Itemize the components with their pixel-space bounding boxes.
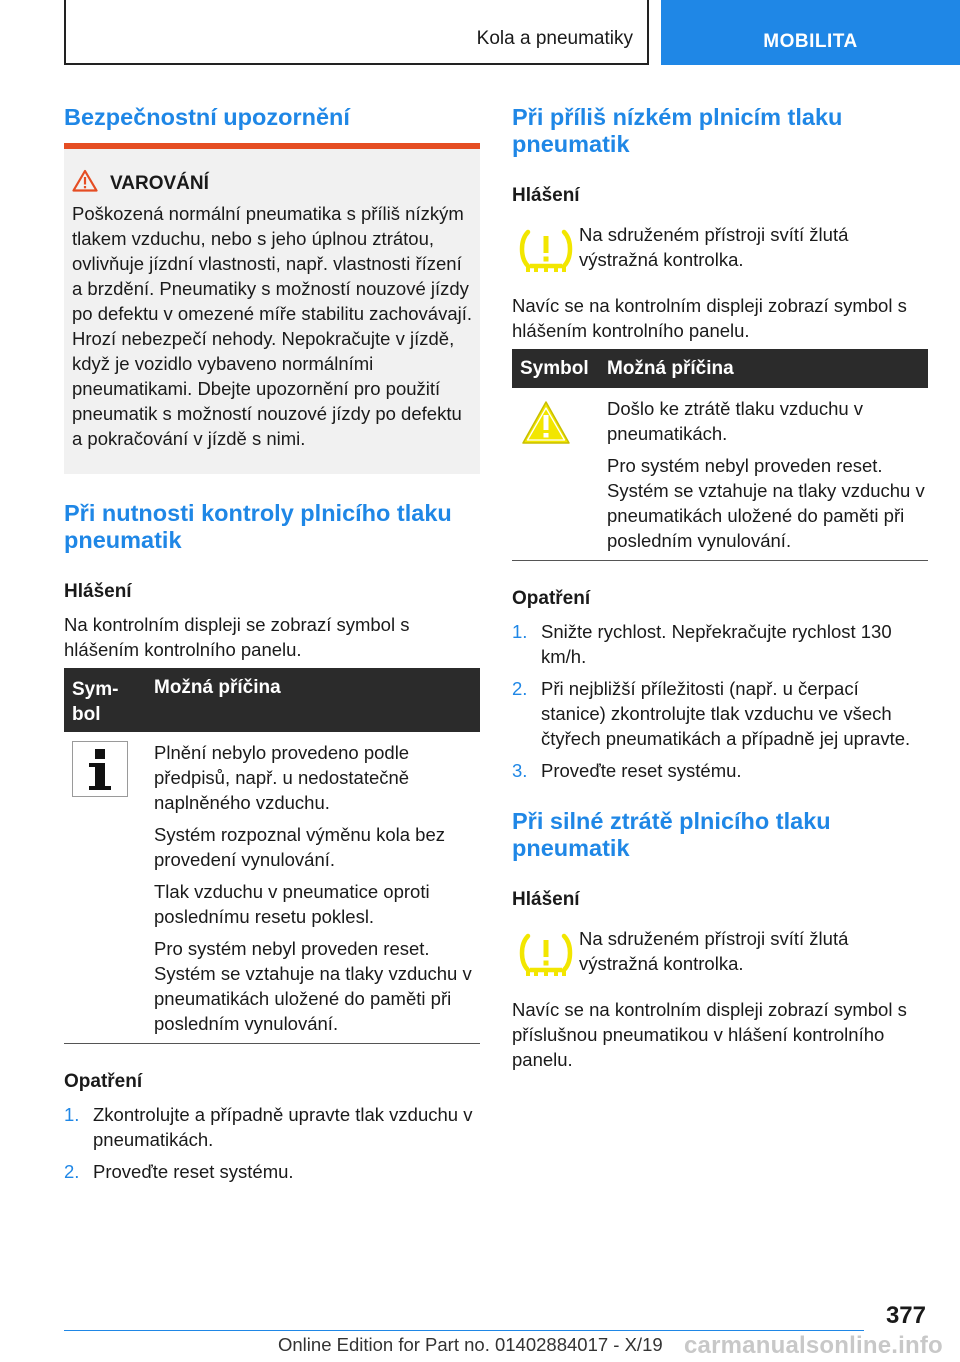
col-symbol-header: Sym-bol	[72, 679, 119, 725]
list-item: 2. Proveďte reset systému.	[64, 1161, 294, 1182]
warning-title: VAROVÁNÍ	[110, 173, 209, 194]
header-box	[64, 0, 649, 65]
message-label: Hlášení	[512, 889, 580, 910]
action-label: Opatření	[512, 588, 591, 609]
col-cause-header: Možná příčina	[154, 677, 281, 698]
indicator-text: Na sdruženém přístroji svítí žlutá výstražná kontrolka.	[579, 928, 849, 974]
cause-list	[154, 740, 474, 1043]
heading-safety: Bezpečnostní upozornění	[64, 104, 350, 130]
page-number: 377	[885, 1302, 926, 1329]
yellow-warning-triangle-icon	[520, 399, 572, 447]
table-header	[64, 668, 480, 732]
warning-box	[64, 143, 480, 474]
tire-pressure-warning-icon	[518, 228, 574, 276]
cause-item: Došlo ke ztrátě tlaku vzduchu v pneumatikách.	[607, 398, 864, 444]
footer-edition: Online Edition for Part no. 01402884017 - X/19	[278, 1334, 663, 1355]
cause-item: Pro systém nebyl proveden reset. Systém se vztahuje na tlaky vzduchu v pneumatikách uložené do paměti při posledním vynulování.	[154, 938, 472, 1034]
warning-text: Poškozená normální pneumatika s příliš nízkým tlakem vzduchu, nebo s jeho úplnou ztrátou, ovlivňuje jízdní vlastnosti, např. vlastnosti řízení a brzdění. Pneumatiky s možností nouzové jízdy po defektu v omezené míře stabilitu zachovávají. Hrozí nebezpečí nehody. Nepokračujte v jízdě, když je vozidlo vybaveno normálními pneumatikami. Dbejte upozornění pro použití pneumatik s možností nouzové jízdy po defektu a pokračování v jízdě s nimi.	[72, 203, 473, 449]
action-label: Opatření	[64, 1071, 143, 1092]
list-item: 3. Proveďte reset systému.	[512, 760, 742, 781]
table-header	[512, 349, 928, 388]
extra-text: Navíc se na kontrolním displeji zobrazí symbol s příslušnou pneumatikou v hlášení kontrolního panelu.	[512, 999, 907, 1070]
indicator-text: Na sdruženém přístroji svítí žlutá výstražná kontrolka.	[579, 224, 849, 270]
cause-item: Pro systém nebyl proveden reset. Systém se vztahuje na tlaky vzduchu v pneumatikách uložené do paměti při posledním vynulování.	[607, 455, 925, 551]
list-item: 1. Zkontrolujte a případně upravte tlak vzduchu v pneumatikách.	[64, 1104, 473, 1150]
heading-strong-loss: Při silné ztrátě plnicího tlaku pneumatik	[512, 808, 831, 861]
chapter-tab-label: MOBILITA	[763, 31, 858, 52]
action-list	[512, 619, 924, 790]
message-text: Na kontrolním displeji se zobrazí symbol s hlášením kontrolního panelu.	[64, 614, 410, 660]
col-symbol-header: Symbol	[520, 358, 589, 379]
warning-triangle-icon	[72, 169, 98, 192]
cause-list	[607, 396, 925, 560]
heading-check-pressure: Při nutnosti kontroly plnicího tlaku pneumatik	[64, 500, 452, 553]
footer-watermark: carmanualsonline.info	[684, 1332, 943, 1359]
info-icon	[72, 741, 128, 797]
footer-rule	[64, 1330, 864, 1331]
cause-item: Tlak vzduchu v pneumatice oproti poslednímu resetu poklesl.	[154, 881, 430, 927]
list-item: 2. Při nejbližší příležitosti (např. u čerpací stanice) zkontrolujte tlak vzduchu ve všech čtyřech pneumatikách a případně jej upravte.	[512, 678, 911, 749]
list-item: 1. Snižte rychlost. Nepřekračujte rychlost 130 km/h.	[512, 621, 892, 667]
section-title: Kola a pneumatiky	[476, 28, 633, 49]
col-cause-header: Možná příčina	[607, 358, 734, 379]
tire-pressure-warning-icon	[518, 932, 574, 980]
cause-item: Plnění nebylo provedeno podle předpisů, např. u nedostatečně naplněného vzduchu.	[154, 742, 410, 813]
message-label: Hlášení	[64, 581, 132, 602]
extra-text: Navíc se na kontrolním displeji zobrazí symbol s hlášením kontrolního panelu.	[512, 295, 907, 341]
chapter-tab[interactable]	[661, 0, 960, 65]
table-bottom-rule	[512, 560, 928, 561]
message-label: Hlášení	[512, 185, 580, 206]
cause-item: Systém rozpoznal výměnu kola bez provedení vynulování.	[154, 824, 445, 870]
table-bottom-rule	[64, 1043, 480, 1044]
action-list	[64, 1102, 476, 1191]
heading-low-pressure: Při příliš nízkém plnicím tlaku pneumatik	[512, 104, 843, 157]
